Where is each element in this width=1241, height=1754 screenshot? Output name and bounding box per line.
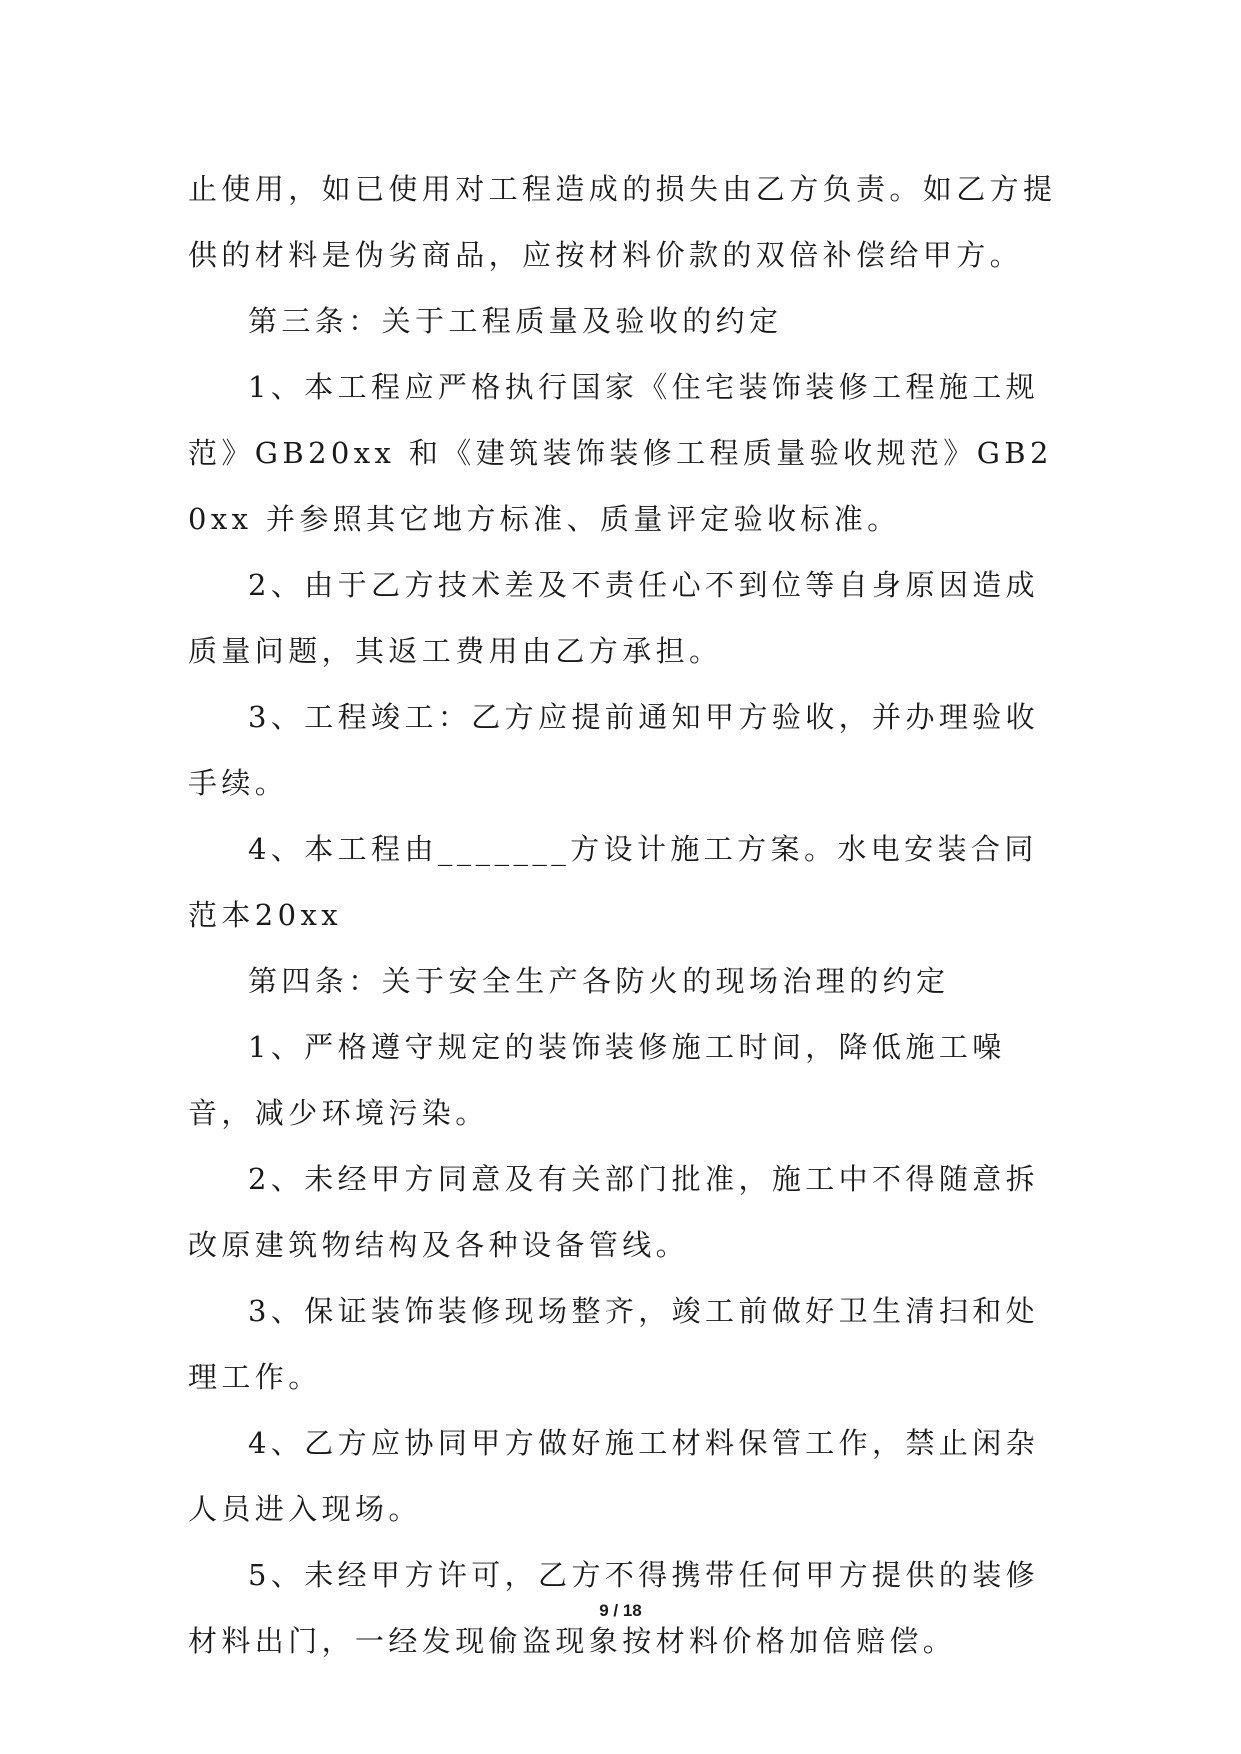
- paragraph-item: 4、乙方应协同甲方做好施工材料保管工作，禁止闲杂人员进入现场。: [188, 1426, 1040, 1526]
- paragraph-item: 3、工程竣工：乙方应提前通知甲方验收，并办理验收手续。: [188, 700, 1040, 800]
- paragraph-item: 2、未经甲方同意及有关部门批准，施工中不得随意拆改原建筑物结构及各种设备管线。: [188, 1162, 1040, 1262]
- section-heading-article-4: 第四条：关于安全生产各防火的现场治理的约定: [248, 964, 950, 998]
- paragraph-item: 4、本工程由_______方设计施工方案。水电安装合同范本20xx: [188, 832, 1038, 932]
- paragraph-continuation: 止使用，如已使用对工程造成的损失由乙方负责。如乙方提供的材料是伪劣商品，应按材料价款的双倍补偿给甲方。: [188, 172, 1057, 272]
- page-number: 9 / 18: [599, 1601, 642, 1620]
- section-heading-article-3: 第三条：关于工程质量及验收的约定: [248, 304, 783, 338]
- paragraph-item: 3、保证装饰装修现场整齐，竣工前做好卫生清扫和处理工作。: [188, 1294, 1040, 1394]
- paragraph-item: 1、严格遵守规定的装饰装修施工时间，降低施工噪音，减少环境污染。: [188, 1030, 1006, 1130]
- paragraph-item: 2、由于乙方技术差及不责任心不到位等自身原因造成质量问题，其返工费用由乙方承担。: [188, 568, 1040, 668]
- paragraph-item: 1、本工程应严格执行国家《住宅装饰装修工程施工规范》GB20xx 和《建筑装饰装修工程质量验收规范》GB20xx 并参照其它地方标准、质量评定验收标准。: [188, 370, 1053, 536]
- document-body: [188, 156, 1058, 1674]
- paragraph-item: 5、未经甲方许可，乙方不得携带任何甲方提供的装修材料出门，一经发现偷盗现象按材料价格加倍赔偿。: [188, 1558, 1040, 1658]
